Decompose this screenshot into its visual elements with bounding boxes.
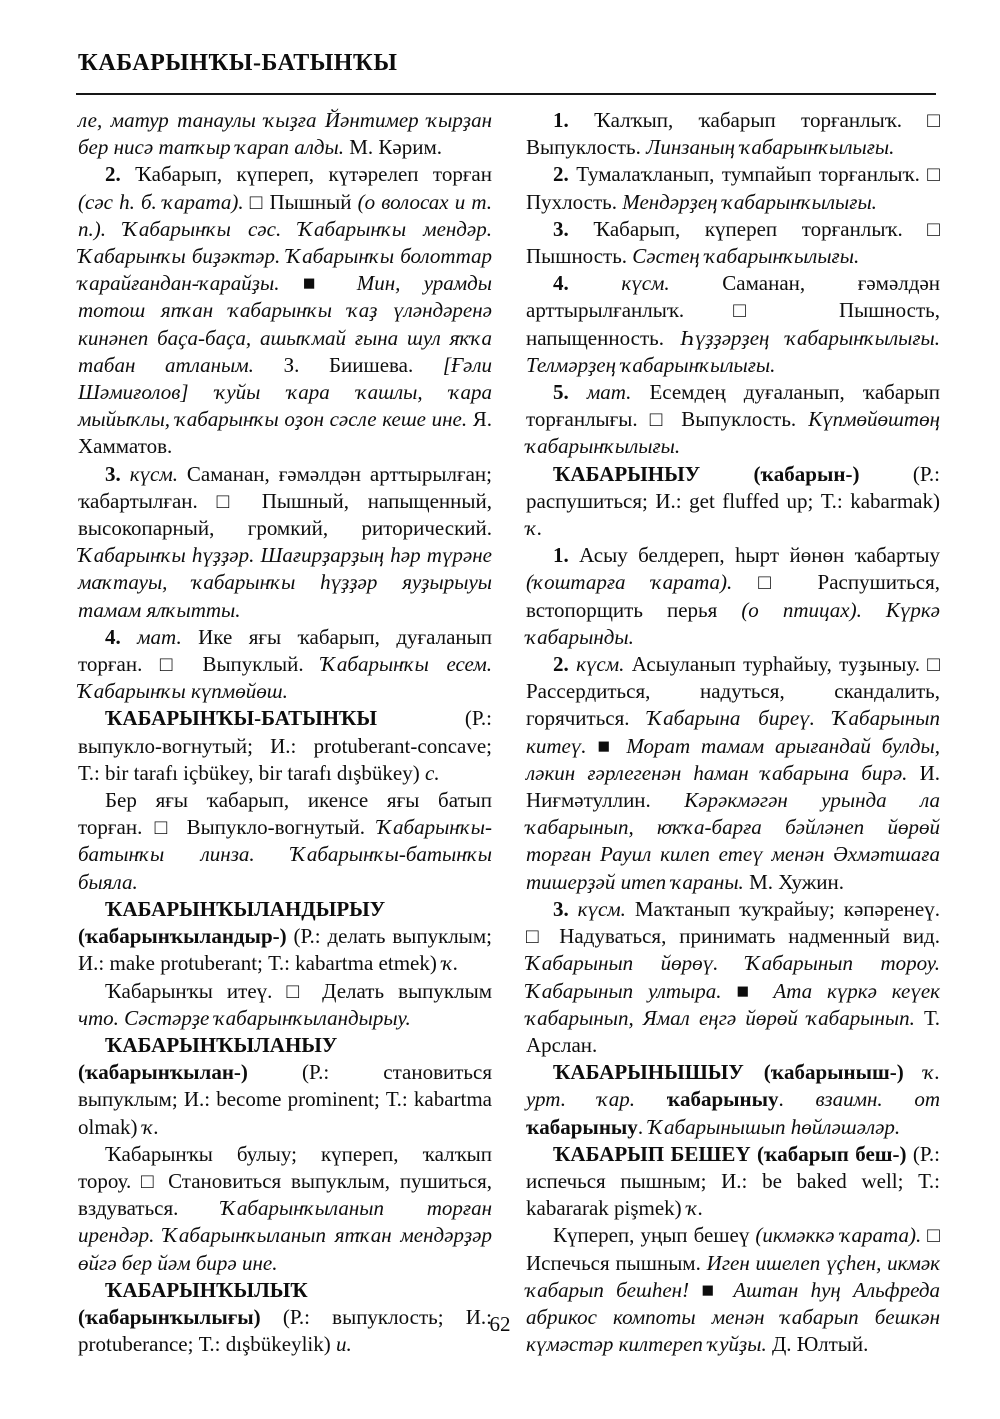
text-columns bbox=[78, 107, 940, 1358]
dictionary-paragraph bbox=[78, 978, 492, 1032]
text-run: 5. bbox=[553, 380, 569, 405]
page-number: 62 bbox=[489, 1312, 511, 1336]
text-run: ҠАБАРЫНҠЫЛЫҠ (ҡабарынҡылығы) bbox=[78, 1277, 308, 1329]
text-run: Тумалаҡланып, тумпайып торғанлыҡ. □ Пухлость. bbox=[526, 162, 940, 214]
dictionary-paragraph bbox=[526, 1059, 940, 1141]
dictionary-paragraph bbox=[78, 705, 492, 787]
text-run: ҡабарыныу bbox=[666, 1087, 779, 1112]
text-run: Асыу белдереп, һырт йөнөн ҡабартыу bbox=[568, 543, 940, 568]
text-run: ■ bbox=[689, 1277, 734, 1302]
text-run: 3. bbox=[553, 896, 569, 921]
text-run bbox=[569, 652, 576, 676]
text-run bbox=[635, 1087, 667, 1111]
text-run: И. Ниғмәтуллин. bbox=[526, 760, 940, 813]
text-run: 3. bbox=[105, 461, 121, 486]
text-run: (Р.: выпукло-вогнутый; И.: protuberant-concave; Т.: bir tarafı içbükey, bir tarafı dışbükey) bbox=[78, 706, 492, 785]
dictionary-paragraph bbox=[526, 461, 940, 543]
dictionary-paragraph bbox=[526, 107, 940, 161]
text-run: ҡ. урт. ҡар. bbox=[526, 1060, 940, 1112]
text-run: (о птицах). Күркә ҡабарынды. bbox=[526, 597, 940, 649]
dictionary-paragraph bbox=[526, 896, 940, 1059]
header-rule bbox=[76, 93, 936, 95]
dictionary-paragraph bbox=[526, 216, 940, 270]
text-run: Мин, урамды тотош япҡан ҡабарынҡы ҡаҙ үләндәренә кинәнеп баҫа-баҫа, ашыҡмай ғына шул яҡҡа табан атланым. bbox=[78, 271, 493, 377]
text-run bbox=[569, 897, 578, 921]
text-run: (Р.: выпуклость; И.: protuberance; Т.: dışbükeylik) bbox=[78, 1304, 492, 1357]
text-run: что. Сәстәрҙе ҡабарынҡыландырыу. bbox=[78, 1005, 411, 1030]
column-left bbox=[78, 107, 492, 1358]
dictionary-paragraph bbox=[526, 651, 940, 896]
text-run: ■ bbox=[586, 733, 627, 758]
text-run: Ата күркә кеүек ҡабарынып, Ямал еңгә йөрөй ҡабарынып. bbox=[526, 978, 941, 1030]
text-run: Ҡабарынҡы һүҙҙәр. Шағирҙарҙың һәр түрәне маҡтауы, ҡабарынҡы һүҙҙәр яуҙырыуы тамам ялҡытты. bbox=[78, 543, 492, 622]
text-run: Ҡабарынҡы есем. Ҡабарынҡы күпмөйөш. bbox=[78, 652, 492, 704]
text-run: (икмәккә ҡарата). bbox=[755, 1223, 922, 1248]
text-run: (Р.: становиться выпуклым; И.: become prominent; Т.: kabartma olmak) bbox=[78, 1060, 492, 1139]
text-run: 1. bbox=[553, 543, 569, 568]
text-run: взаимн. от bbox=[815, 1087, 941, 1112]
text-run: Сәстең ҡабарынҡылығы. bbox=[632, 244, 860, 269]
text-run bbox=[569, 271, 622, 295]
text-run: Линзаның ҡабарынҡылығы. bbox=[646, 135, 895, 160]
text-run: Ҡабарынҡы итеү. □ Делать выпуклым bbox=[105, 978, 492, 1003]
text-run: З. Биишева. bbox=[253, 352, 443, 377]
text-run: Аштан һуң Альфреда абрикос компоты менән ҡабарып бешкән күмәстәр килтереп ҡуйҙы. bbox=[526, 1277, 940, 1357]
text-run: □ Испечься пышным. bbox=[526, 1223, 940, 1275]
text-run: и. bbox=[336, 1332, 352, 1357]
text-run bbox=[904, 1060, 924, 1084]
text-run: Асыуланып турһайыу, туҙыныу. □ Рассердиться, надуться, скандалить, горячиться. bbox=[526, 652, 940, 731]
dictionary-paragraph bbox=[526, 1141, 940, 1223]
dictionary-paragraph bbox=[78, 787, 492, 896]
text-run: ҡ. bbox=[442, 951, 459, 976]
text-run: Есемдең дуғаланып, ҡабарып торғанлығы. □ Выпуклость. bbox=[526, 380, 940, 432]
text-run: күсм. bbox=[577, 896, 626, 921]
running-head: ҠАБАРЫНҠЫ-БАТЫНҠЫ bbox=[78, 50, 398, 76]
text-run: Ике яғы ҡабарып, дуғаланып торған. □ Выпуклый. bbox=[78, 624, 493, 677]
text-run: 2. bbox=[553, 652, 569, 677]
text-run: ҡабарыныу bbox=[526, 1114, 638, 1139]
text-run: Саманан, ғәмәлдән арттырылғанлыҡ. □ Пышность, напыщенность. bbox=[526, 271, 941, 350]
text-run: (Р.: испечься пышным; И.: be baked well; Т.: kabararak pişmek) bbox=[526, 1141, 940, 1221]
text-run: күсм. bbox=[621, 271, 670, 296]
text-run: Бер яғы ҡабарып, икенсе яғы батып торған. □ Выпукло-вогнутый. bbox=[78, 788, 492, 840]
text-run: . bbox=[778, 1087, 816, 1112]
text-run: мат. bbox=[137, 624, 182, 649]
text-run: Мендәрҙең ҡабарынҡылығы. bbox=[622, 189, 877, 214]
text-run: Күпмөйөштөң ҡабарынҡылығы. bbox=[526, 407, 940, 459]
text-run: 1. bbox=[553, 108, 569, 132]
text-run: ҠАБАРЫНҠЫ-БАТЫНҠЫ bbox=[105, 706, 378, 731]
dictionary-paragraph bbox=[78, 161, 492, 460]
text-run: ҠАБАРЫНҠЫЛАНЫУ (ҡабарынҡылан-) bbox=[78, 1032, 338, 1085]
text-run: Ҡабарынҡы сәс. Ҡабарынҡы мендәр. Ҡабарынҡы биҙәктәр. Ҡабарынҡы болоттар ҡарайғандан-ҡарайҙы. bbox=[78, 216, 492, 296]
text-run: (ҡоштарға ҡарата). bbox=[526, 570, 733, 595]
text-run: ҠАБАРЫНҠЫЛАНДЫРЫУ (ҡабарынҡыландыр-) bbox=[78, 896, 386, 949]
dictionary-paragraph bbox=[78, 1141, 492, 1277]
text-run: Я. Хамматов. bbox=[78, 407, 492, 459]
text-run: Ҡалҡып, ҡабарып торғанлыҡ. □ Выпуклость. bbox=[526, 108, 940, 160]
text-run: Кәрәкмәгән урында ла ҡабарынып, юҡҡа-барға бәйләнеп йөрөй торған Рауил килеп етеү менән Әхмәтшаға тишерҙәй итеп ҡараны. bbox=[526, 788, 940, 894]
dictionary-paragraph bbox=[78, 107, 492, 161]
text-run: 4. bbox=[553, 271, 569, 296]
column-right bbox=[526, 107, 940, 1358]
text-run: ҡ. bbox=[526, 516, 543, 541]
text-run: Ҡабарып, күпереп, күтәрелеп торған bbox=[120, 162, 492, 187]
text-run: М. Кәрим. bbox=[344, 135, 443, 160]
text-run: ҠАБАРЫНЫУ (ҡабарын-) bbox=[553, 461, 860, 486]
text-run: ле, матур танаулы ҡыҙға Йәнтимер ҡырҙан бер нисә тапҡыр ҡарап алды. bbox=[78, 108, 492, 160]
text-run: Һүҙҙәрҙең ҡабарынҡылығы. Телмәрҙең ҡабарынҡылығы. bbox=[526, 325, 940, 377]
text-run: Ҡабарына биреү. Ҡабарынып китеү. bbox=[526, 706, 940, 758]
text-run: Күпереп, уңып бешеү bbox=[553, 1223, 756, 1248]
text-run: □ Распушиться, встопорщить перья bbox=[526, 570, 940, 622]
text-run: . bbox=[637, 1114, 649, 1139]
text-run: ■ bbox=[721, 978, 774, 1003]
dictionary-paragraph bbox=[526, 270, 940, 379]
text-run: Ҡабарынышып һөйләшәләр. bbox=[648, 1114, 901, 1139]
dictionary-paragraph bbox=[526, 379, 940, 461]
text-run: Ҡабарынҡы-батынҡы линза. Ҡабарынҡы-батынҡы быяла. bbox=[78, 815, 492, 894]
dictionary-paragraph bbox=[78, 461, 492, 624]
text-run: ҠАБАРЫП БЕШЕҮ (ҡабарып беш-) bbox=[553, 1141, 907, 1166]
text-run: мат. bbox=[586, 380, 632, 405]
text-run: 2. bbox=[553, 162, 569, 187]
text-run: Ҡабарынҡыланып торған ирендәр. Ҡабарынҡыланып ятҡан мендәрҙәр өйгә бер йәм бирә ине. bbox=[78, 1196, 492, 1275]
dictionary-paragraph bbox=[78, 896, 492, 978]
text-run: 3. bbox=[553, 216, 569, 241]
text-run bbox=[569, 380, 587, 404]
text-run: (Р.: делать выпуклым; И.: make protuberant; Т.: kabartma etmek) bbox=[78, 924, 492, 976]
dictionary-paragraph bbox=[78, 1032, 492, 1141]
text-run: Ҡабарып, күпереп торғанлыҡ. □ Пышность. bbox=[526, 216, 940, 269]
text-run: с. bbox=[425, 760, 440, 785]
text-run: Д. Юлтый. bbox=[766, 1332, 869, 1357]
dictionary-paragraph bbox=[526, 1222, 940, 1358]
dictionary-paragraph bbox=[526, 161, 940, 215]
text-run: [Ғәли Шәмиғолов] ҡуйы ҡара ҡашлы, ҡара мыйыҡлы, ҡабарынҡы оҙон сәсле кеше ине. bbox=[78, 352, 492, 432]
text-run: Ҡабарынҡы булыу; күпереп, ҡалҡып тороу. □ Становиться выпуклым, пушиться, вздуваться. bbox=[78, 1141, 492, 1221]
dictionary-paragraph bbox=[526, 542, 940, 651]
text-run: 2. bbox=[105, 162, 121, 187]
text-run bbox=[106, 217, 123, 241]
text-run: Иген ишелеп үҫһен, икмәк ҡабарып бешһен! bbox=[526, 1250, 940, 1302]
text-run: күсм. bbox=[576, 652, 625, 677]
text-run: ҡ. bbox=[142, 1114, 160, 1139]
text-run: ■ bbox=[279, 271, 357, 296]
dictionary-paragraph bbox=[78, 624, 492, 706]
text-run: М. Хужин. bbox=[743, 869, 845, 894]
text-run: 4. bbox=[105, 624, 121, 649]
text-run: Саманан, ғәмәлдән арттырылған; ҡабартылған. □ Пышный, напыщенный, высокопарный, громкий, риторический. bbox=[78, 461, 492, 541]
text-run bbox=[121, 462, 130, 486]
text-run: Морат тамам арығандай булды, ләкин ғәрлегенән һаман ҡабарына бирә. bbox=[526, 733, 940, 785]
text-run: Ҡабарынып йөрөү. Ҡабарынып тороу. Ҡабарынып ултыра. bbox=[526, 951, 940, 1003]
text-run: (Р.: распушиться; И.: get fluffed up; Т.: kabarmak) bbox=[526, 461, 940, 513]
text-run: Т. Арслан. bbox=[526, 1005, 941, 1057]
text-run: (сәс һ. б. ҡарата). bbox=[78, 189, 244, 214]
text-run: Маҡтанып ҡуҡрайыу; кәпәренеү. □ Надуваться, принимать надменный вид. bbox=[526, 896, 940, 949]
text-run: ҡ. bbox=[686, 1196, 704, 1221]
text-run bbox=[121, 625, 137, 649]
text-run: күсм. bbox=[129, 461, 178, 486]
text-run: □ Пышный bbox=[243, 189, 358, 214]
text-run: (о волосах и т. п.). bbox=[78, 189, 492, 241]
text-run: ҠАБАРЫНЫШЫУ (ҡабарыныш-) bbox=[553, 1060, 904, 1085]
